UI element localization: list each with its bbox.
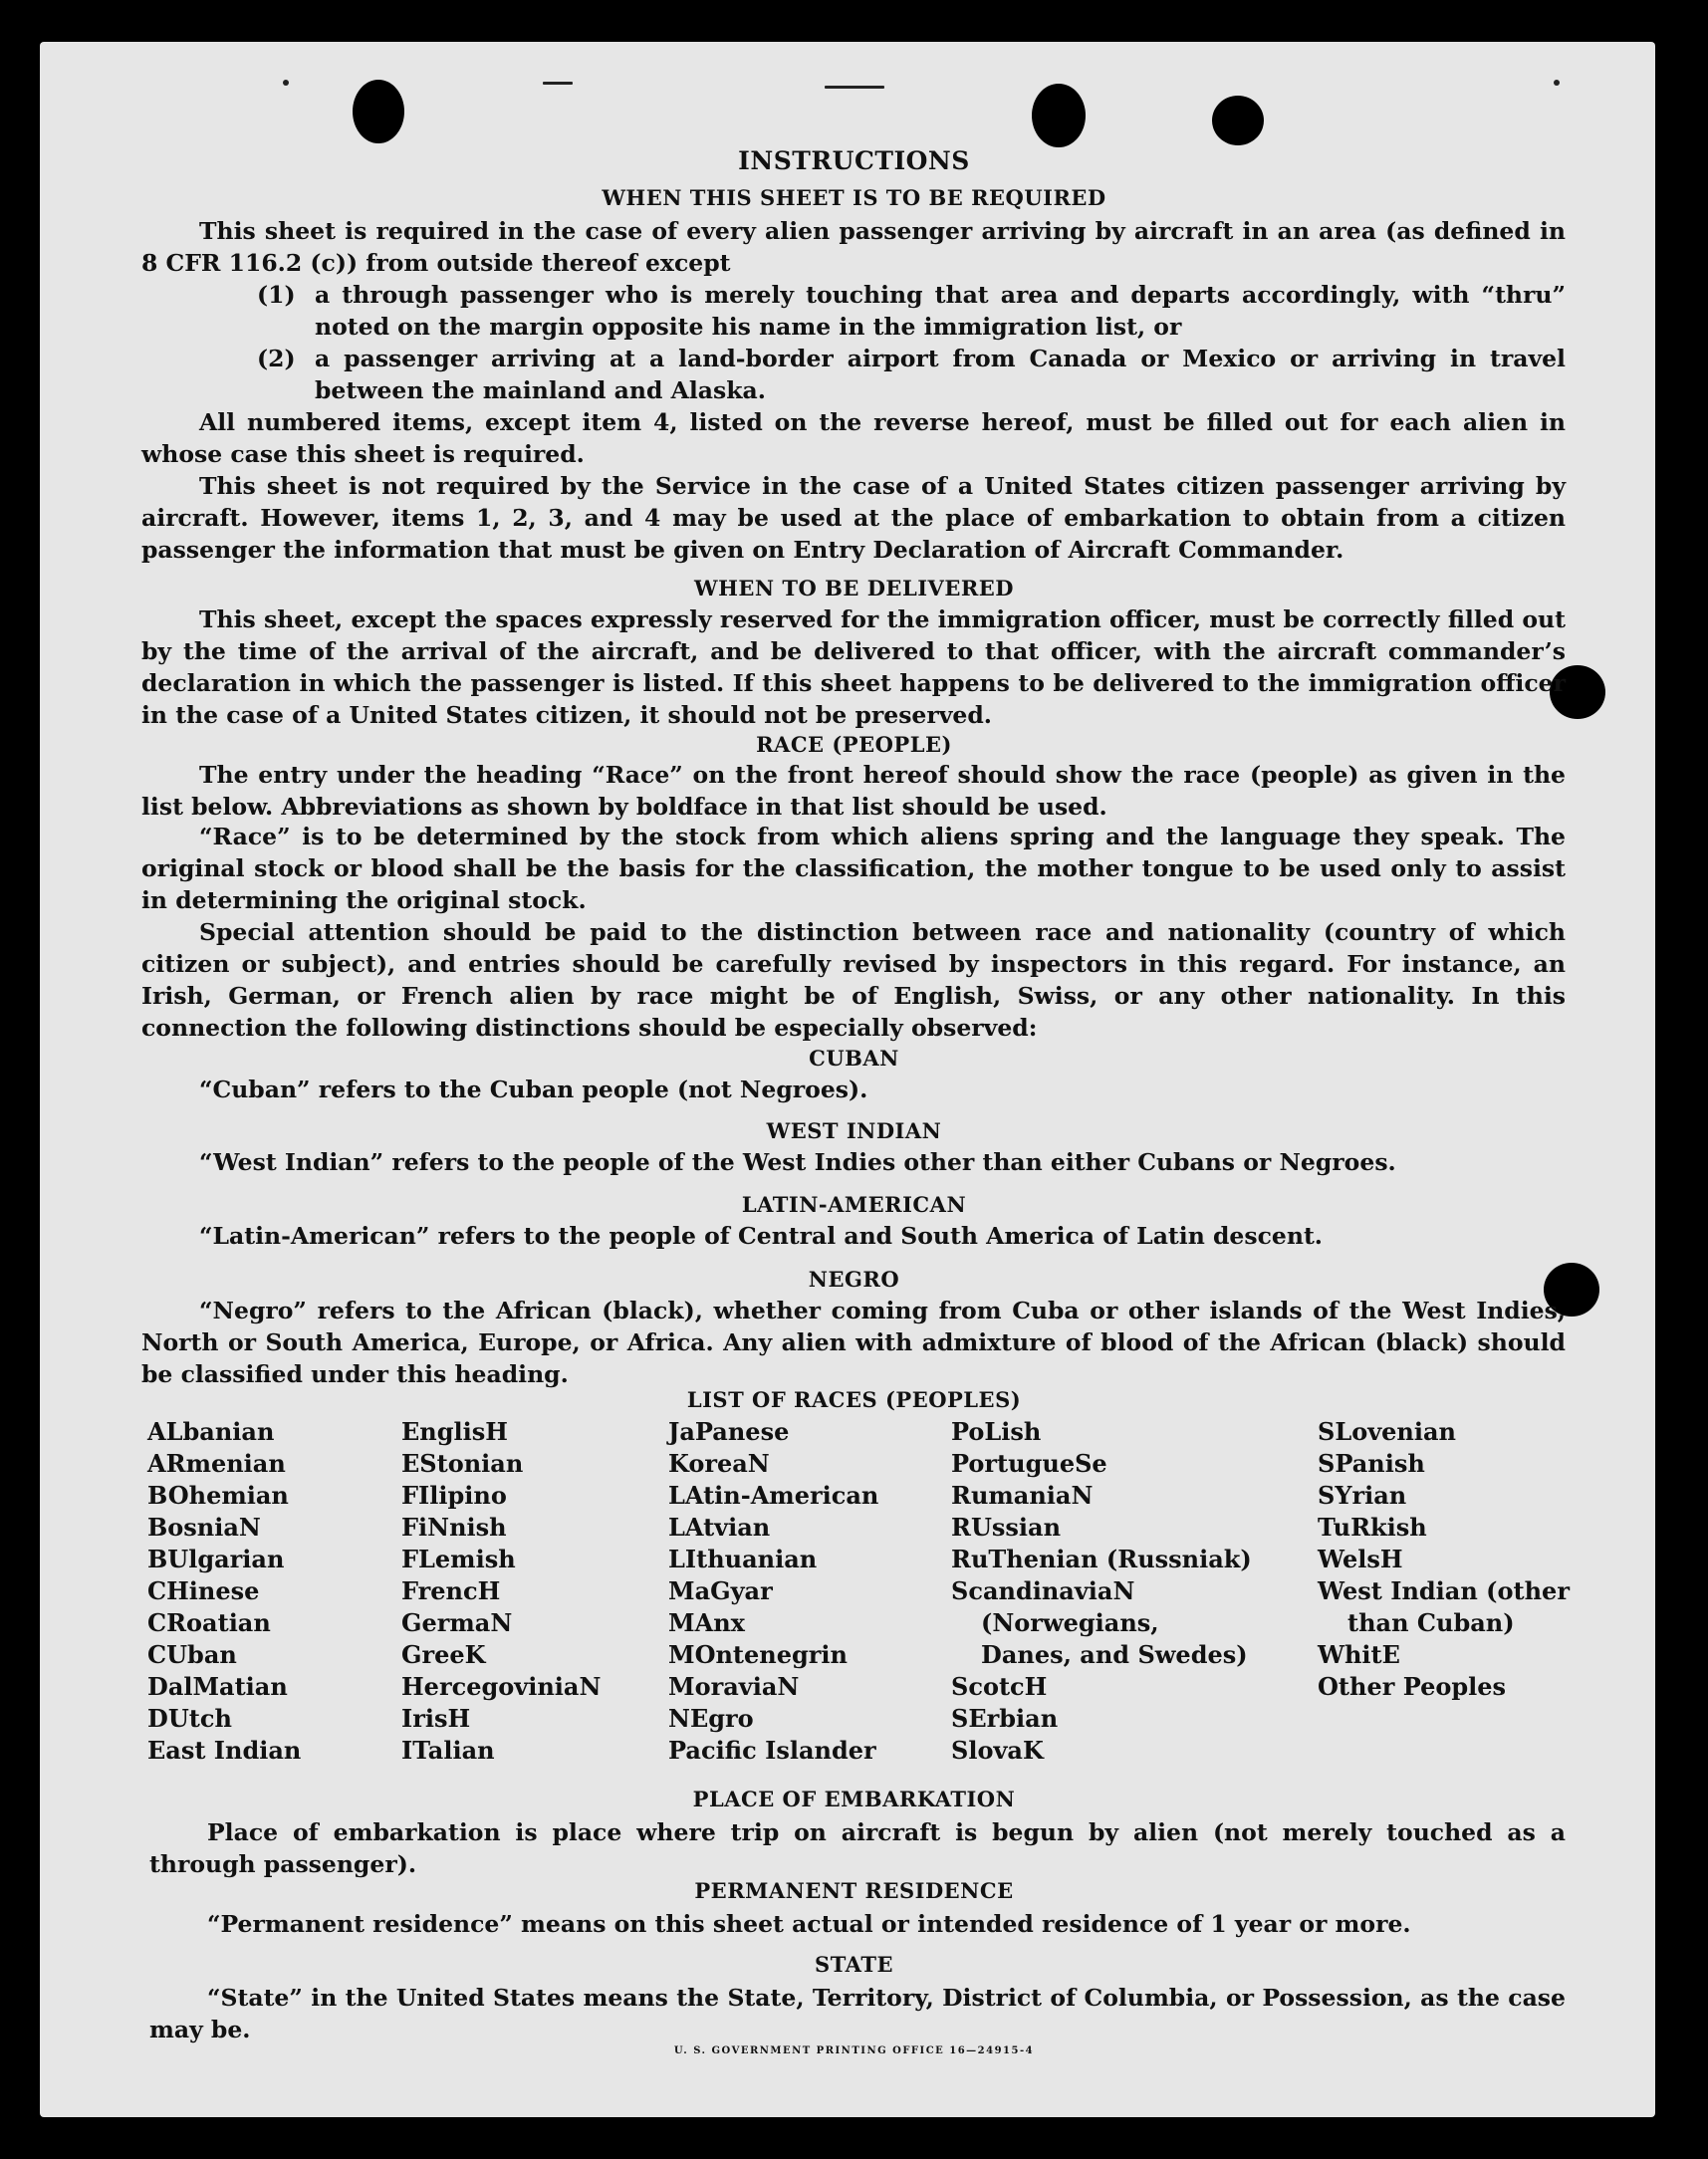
race-item: FrencH	[401, 1576, 501, 1605]
race-item: LAtin-American	[668, 1481, 879, 1510]
race-item: TuRkish	[1318, 1513, 1427, 1542]
race-item: SlovaK	[951, 1736, 1044, 1765]
item-number: (1)	[257, 281, 296, 309]
section-heading: NEGRO	[808, 1267, 900, 1292]
race-item: East Indian	[147, 1736, 302, 1765]
race-item: ALbanian	[147, 1417, 275, 1446]
item-number: (2)	[257, 345, 296, 372]
item-text: a through passenger who is merely touching that area and departs accordingly, with “thru” noted on the margin opposite his name in the immigration list, or	[315, 281, 1566, 341]
punch-hole	[353, 80, 404, 143]
race-item: MaGyar	[668, 1576, 773, 1605]
race-item: JaPanese	[668, 1417, 790, 1446]
race-item: MOntenegrin	[668, 1640, 848, 1669]
paragraph: This sheet, except the spaces expressly reserved for the immigration officer, must be correctly filled out by the time of the arrival of the aircraft, and be delivered to that officer, with the aircraft commander’s declaration in which the passenger is listed. If this sheet happens to be delivered to the immigration officer in the case of a United States citizen, it should not be preserved.	[141, 605, 1566, 729]
paragraph: “Race” is to be determined by the stock from which aliens spring and the language they speak. The original stock or blood shall be the basis for the classification, the mother tongue to be used only to assist in determining the original stock.	[141, 823, 1566, 914]
paragraph: This sheet is not required by the Service in the case of a United States citizen passenger arriving by aircraft. However, items 1, 2, 3, and 4 may be used at the place of embarkation to obtain from a citizen passenger the information that must be given on Entry Declaration of Aircraft Commander.	[141, 472, 1566, 564]
speck	[1554, 80, 1560, 86]
paragraph: “State” in the United States means the State, Territory, District of Columbia, or Possession, as the case may be.	[149, 1984, 1566, 2043]
race-item: SLovenian	[1318, 1417, 1456, 1446]
section-heading: PERMANENT RESIDENCE	[694, 1878, 1014, 1903]
race-item: EStonian	[401, 1449, 524, 1478]
section-heading: LATIN-AMERICAN	[741, 1192, 967, 1217]
speck	[825, 86, 884, 89]
punch-hole	[1212, 96, 1264, 145]
race-item: SErbian	[951, 1704, 1059, 1733]
race-item: RuThenian (Russniak)	[951, 1545, 1252, 1573]
section-heading: RACE (PEOPLE)	[756, 732, 952, 757]
paragraph: The entry under the heading “Race” on the front hereof should show the race (people) as given in the list below. Abbreviations as shown by boldface in that list should be used.	[141, 761, 1566, 821]
race-item: FLemish	[401, 1545, 516, 1573]
race-item: Other Peoples	[1318, 1672, 1507, 1701]
printer-imprint: U. S. GOVERNMENT PRINTING OFFICE 16—24915-4	[673, 2045, 1035, 2056]
race-item: LIthuanian	[668, 1545, 818, 1573]
section-heading: PLACE OF EMBARKATION	[692, 1787, 1016, 1811]
paragraph: All numbered items, except item 4, listed on the reverse hereof, must be filled out for each alien in whose case this sheet is required.	[141, 408, 1566, 468]
race-item: ScotcH	[951, 1672, 1048, 1701]
race-item: West Indian (other than Cuban)	[1318, 1576, 1570, 1637]
page-title: INSTRUCTIONS	[738, 146, 970, 175]
race-item: WhitE	[1318, 1640, 1400, 1669]
race-column	[951, 1416, 1250, 1767]
section-heading: STATE	[815, 1952, 893, 1977]
section-heading: WEST INDIAN	[766, 1118, 942, 1143]
race-item: ITalian	[401, 1736, 495, 1765]
race-item: ARmenian	[147, 1449, 286, 1478]
race-item: BosniaN	[147, 1513, 261, 1542]
race-item: CHinese	[147, 1576, 260, 1605]
paragraph: Special attention should be paid to the distinction between race and nationality (country of which citizen or subject), and entries should be carefully revised by inspectors in this regard. For instance, an Irish, German, or French alien by race might be of English, Swiss, or any other nationality. In this connection the following distinctions should be especially observed:	[141, 918, 1566, 1042]
list-item	[257, 343, 1566, 406]
race-item: WelsH	[1318, 1545, 1403, 1573]
race-column	[401, 1416, 601, 1767]
paragraph: “West Indian” refers to the people of the West Indies other than either Cubans or Negroes.	[199, 1148, 1396, 1176]
race-item: BOhemian	[147, 1481, 289, 1510]
race-item: LAtvian	[668, 1513, 771, 1542]
section-heading: WHEN THIS SHEET IS TO BE REQUIRED	[602, 185, 1106, 210]
race-item: MAnx	[668, 1608, 745, 1637]
race-item: MoraviaN	[668, 1672, 800, 1701]
race-item: PoLish	[951, 1417, 1042, 1446]
section-heading: LIST OF RACES (PEOPLES)	[686, 1387, 1022, 1412]
list-item	[257, 279, 1566, 343]
section-heading: CUBAN	[809, 1046, 899, 1071]
race-item: ScandinaviaN (Norwegians, Danes, and Swedes)	[951, 1576, 1248, 1669]
race-item: SPanish	[1318, 1449, 1425, 1478]
race-item: RUssian	[951, 1513, 1062, 1542]
race-item: SYrian	[1318, 1481, 1407, 1510]
speck	[283, 80, 289, 86]
race-column	[1318, 1416, 1586, 1703]
paragraph: “Negro” refers to the African (black), whether coming from Cuba or other islands of the West Indies, North or South America, Europe, or Africa. Any alien with admixture of blood of the African (black) should be classified under this heading.	[141, 1297, 1566, 1388]
race-item: EnglisH	[401, 1417, 508, 1446]
race-item: GermaN	[401, 1608, 513, 1637]
paragraph: “Latin-American” refers to the people of Central and South America of Latin descent.	[199, 1222, 1323, 1250]
race-item: FIlipino	[401, 1481, 507, 1510]
paragraph: “Cuban” refers to the Cuban people (not Negroes).	[199, 1076, 868, 1103]
race-item: GreeK	[401, 1640, 486, 1669]
speck	[543, 82, 573, 85]
race-item: Pacific Islander	[668, 1736, 876, 1765]
race-item: NEgro	[668, 1704, 754, 1733]
race-item: HercegoviniaN	[401, 1672, 602, 1701]
race-column	[147, 1416, 301, 1767]
item-text: a passenger arriving at a land-border airport from Canada or Mexico or arriving in travel between the mainland and Alaska.	[315, 345, 1566, 404]
paragraph: This sheet is required in the case of every alien passenger arriving by aircraft in an area (as defined in 8 CFR 116.2 (c)) from outside thereof except	[141, 217, 1566, 277]
punch-hole	[1032, 84, 1086, 147]
race-column	[668, 1416, 878, 1767]
race-item: FiNnish	[401, 1513, 507, 1542]
race-item: PortugueSe	[951, 1449, 1107, 1478]
race-item: IrisH	[401, 1704, 471, 1733]
paragraph: Place of embarkation is place where trip on aircraft is begun by alien (not merely touched as a through passenger).	[149, 1818, 1566, 1878]
race-item: DUtch	[147, 1704, 232, 1733]
race-item: BUlgarian	[147, 1545, 285, 1573]
race-item: CUban	[147, 1640, 237, 1669]
paragraph: “Permanent residence” means on this sheet actual or intended residence of 1 year or more.	[207, 1910, 1411, 1938]
section-heading: WHEN TO BE DELIVERED	[693, 576, 1014, 600]
race-item: KoreaN	[668, 1449, 770, 1478]
race-item: RumaniaN	[951, 1481, 1094, 1510]
race-item: DalMatian	[147, 1672, 288, 1701]
race-item: CRoatian	[147, 1608, 271, 1637]
